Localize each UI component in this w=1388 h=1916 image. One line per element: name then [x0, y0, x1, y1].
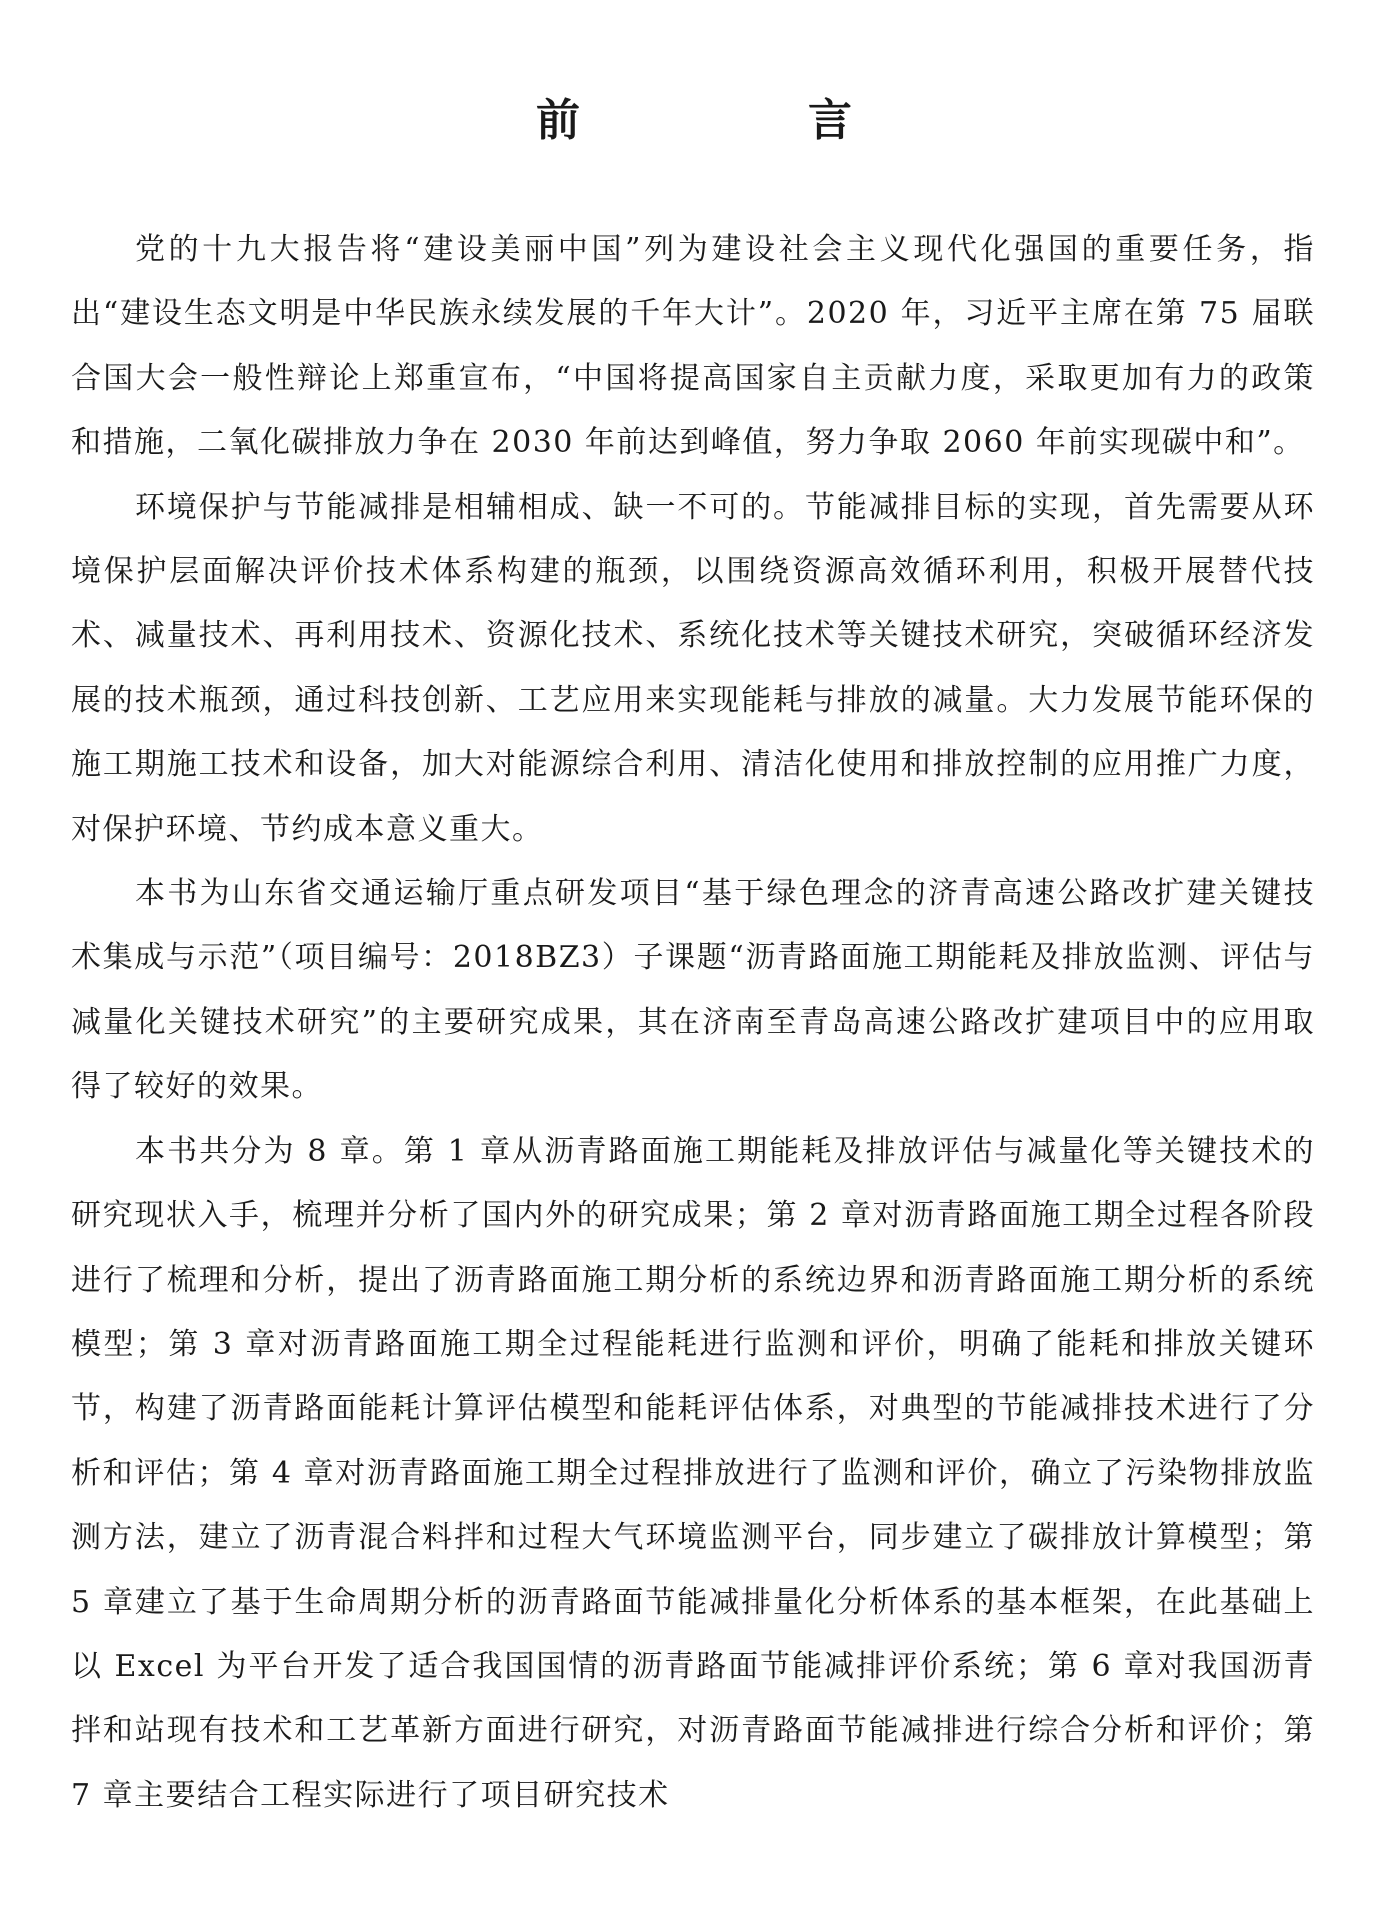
page-title: 前 言 [536, 95, 944, 146]
paragraph-2: 环境保护与节能减排是相辅相成、缺一不可的。节能减排目标的实现，首先需要从环境保护层面解决评价技术体系构建的瓶颈，以围绕资源高效循环利用，积极开展替代技术、减量技术、再利用技术、资源化技术、系统化技术等关键技术研究，突破循环经济发展的技术瓶颈，通过科技创新、工艺应用来实现能耗与排放的减量。大力发展节能环保的施工期施工技术和设备，加大对能源综合利用、清洁化使用和排放控制的应用推广力度，对保护环境、节约成本意义重大。 [71, 489, 1315, 847]
paragraph-4: 本书共分为 8 章。第 1 章从沥青路面施工期能耗及排放评估与减量化等关键技术的研究现状入手，梳理并分析了国内外的研究成果；第 2 章对沥青路面施工期全过程各阶段进行了梳理和分析，提出了沥青路面施工期分析的系统边界和沥青路面施工期分析的系统模型；第 3 章对沥青路面施工期全过程能耗进行监测和评价，明确了能耗和排放关键环节，构建了沥青路面能耗计算评估模型和能耗评估体系，对典型的节能减排技术进行了分析和评估；第 4 章对沥青路面施工期全过程排放进行了监测和评价，确立了污染物排放监测方法，建立了沥青混合料拌和过程大气环境监测平台，同步建立了碳排放计算模型；第 5 章建立了基于生命周期分析的沥青路面节能减排量化分析体系的基本框架，在此基础上以 Excel 为平台开发了适合我国国情的沥青路面节能减排评价系统；第 6 章对我国沥青拌和站现有技术和工艺革新方面进行研究，对沥青路面节能减排进行综合分析和评价；第 7 章主要结合工程实际进行了项目研究技术 [71, 1133, 1315, 1813]
paragraph-3: 本书为山东省交通运输厅重点研发项目“基于绿色理念的济青高速公路改扩建关键技术集成与示范”（项目编号：2018BZ3）子课题“沥青路面施工期能耗及排放监测、评估与减量化关键技术研究”的主要研究成果，其在济南至青岛高速公路改扩建项目中的应用取得了较好的效果。 [71, 876, 1315, 1105]
preface-body [71, 218, 1315, 1828]
paragraph-1: 党的十九大报告将“建设美丽中国”列为建设社会主义现代化强国的重要任务，指出“建设生态文明是中华民族永续发展的千年大计”。2020 年，习近平主席在第 75 届联合国大会一般性辩论上郑重宣布，“中国将提高国家自主贡献力度，采取更加有力的政策和措施，二氧化碳排放力争在 2030 年前达到峰值，努力争取 2060 年前实现碳中和”。 [71, 232, 1315, 461]
